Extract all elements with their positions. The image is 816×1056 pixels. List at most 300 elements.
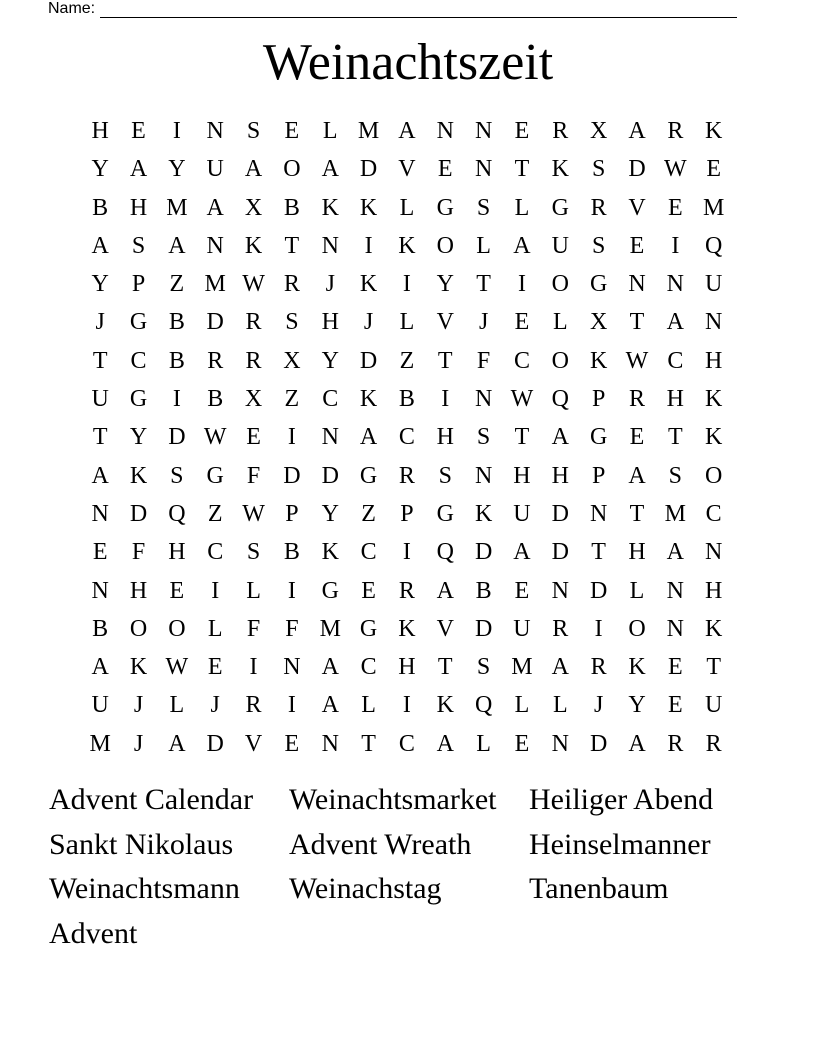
grid-letter: J — [478, 309, 489, 336]
grid-letter: V — [244, 730, 263, 757]
grid-letter: H — [398, 654, 416, 681]
grid-letter: V — [436, 309, 454, 336]
grid-letter: A — [666, 539, 684, 566]
name-underline — [100, 3, 737, 18]
grid-letter: L — [552, 309, 568, 336]
grid-letter: S — [246, 539, 261, 566]
grid-letter: H — [168, 539, 186, 566]
grid-letter: L — [552, 692, 568, 719]
grid-letter: U — [705, 692, 723, 719]
grid-letter: A — [513, 539, 531, 566]
grid-letter: X — [283, 347, 301, 374]
grid-letter: T — [667, 424, 683, 451]
grid-letter: W — [203, 424, 227, 451]
grid-row — [81, 495, 733, 533]
grid-letter: Y — [436, 271, 454, 298]
grid-letter: R — [705, 730, 722, 757]
grid-letter: N — [321, 424, 339, 451]
grid-letter: H — [321, 309, 339, 336]
grid-letter: K — [474, 500, 493, 527]
grid-letter: N — [628, 271, 646, 298]
grid-letter: W — [242, 271, 265, 298]
grid-letter: T — [92, 347, 108, 374]
grid-row — [81, 418, 733, 456]
grid-letter: S — [591, 156, 606, 183]
word-list-item: Heiliger Abend — [529, 783, 714, 816]
grid-letter: A — [321, 654, 339, 681]
grid-letter: A — [628, 730, 646, 757]
grid-letter: W — [242, 500, 265, 527]
grid-letter: K — [359, 386, 378, 413]
grid-letter: E — [207, 654, 223, 681]
grid-letter: U — [513, 500, 531, 527]
grid-letter: N — [474, 386, 493, 413]
grid-letter: R — [398, 462, 415, 489]
grid-letter: B — [168, 309, 185, 336]
grid-row — [81, 189, 733, 227]
grid-letter: A — [91, 232, 109, 259]
word-list-item: Sankt Nikolaus — [49, 827, 234, 861]
grid-letter: T — [514, 424, 530, 451]
grid-letter: Y — [168, 156, 186, 183]
grid-letter: A — [91, 462, 109, 489]
grid-letter: L — [361, 692, 376, 719]
grid-letter: I — [364, 232, 373, 259]
grid-row — [81, 572, 733, 610]
grid-letter: K — [705, 386, 723, 413]
grid-letter: K — [705, 118, 723, 144]
grid-letter: I — [287, 692, 296, 719]
grid-letter: G — [321, 577, 339, 604]
grid-letter: Y — [321, 347, 339, 374]
grid-letter: A — [168, 232, 186, 259]
grid-letter: C — [322, 386, 339, 413]
grid-letter: S — [668, 462, 682, 489]
grid-letter: G — [359, 615, 378, 642]
grid-letter: I — [172, 118, 181, 144]
grid-letter: X — [244, 194, 263, 221]
grid-row — [81, 533, 733, 571]
grid-letter: R — [398, 577, 415, 604]
grid-letter: H — [628, 539, 646, 566]
grid-letter: N — [91, 500, 109, 527]
grid-letter: E — [514, 730, 530, 757]
grid-letter: M — [166, 194, 188, 221]
grid-letter: Q — [551, 386, 569, 413]
grid-letter: S — [170, 462, 184, 489]
grid-letter: M — [89, 730, 111, 757]
grid-letter: L — [514, 692, 530, 719]
grid-letter: A — [551, 654, 569, 681]
grid-letter: L — [514, 194, 530, 221]
grid-letter: H — [91, 118, 109, 144]
grid-letter: W — [165, 654, 189, 681]
grid-row — [81, 457, 733, 495]
grid-letter: N — [436, 118, 454, 144]
grid-letter: K — [359, 271, 378, 298]
grid-letter: A — [206, 194, 224, 221]
grid-letter: D — [206, 730, 224, 757]
grid-letter: F — [246, 462, 261, 489]
grid-letter: B — [475, 577, 492, 604]
grid-letter: G — [436, 500, 454, 527]
grid-letter: O — [705, 462, 723, 489]
grid-letter: E — [514, 309, 530, 336]
grid-letter: K — [551, 156, 569, 183]
grid-letter: I — [172, 386, 181, 413]
grid-letter: O — [551, 271, 569, 298]
grid-row — [81, 648, 733, 686]
grid-letter: T — [284, 232, 300, 259]
grid-letter: T — [437, 654, 453, 681]
grid-letter: W — [510, 386, 534, 413]
grid-letter: B — [283, 539, 300, 566]
grid-letter: H — [129, 194, 148, 221]
grid-letter: L — [476, 232, 491, 259]
grid-letter: R — [552, 615, 569, 642]
grid-letter: H — [666, 386, 684, 413]
grid-letter: K — [589, 347, 608, 374]
grid-letter: E — [284, 118, 300, 144]
grid-letter: L — [246, 577, 261, 604]
grid-letter: K — [628, 654, 646, 681]
word-list-item: Weinachstag — [289, 872, 442, 906]
grid-letter: A — [666, 309, 684, 336]
grid-letter: E — [629, 232, 645, 259]
grid-letter: I — [287, 577, 296, 604]
grid-letter: G — [589, 271, 608, 298]
grid-letter: F — [131, 539, 146, 566]
grid-letter: E — [514, 118, 530, 144]
grid-letter: N — [551, 730, 569, 757]
page-title: Weinachtszeit — [262, 34, 554, 91]
grid-letter: K — [129, 654, 148, 681]
grid-letter: N — [474, 118, 493, 144]
grid-letter: C — [207, 539, 224, 566]
grid-letter: M — [703, 194, 725, 221]
grid-letter: L — [207, 615, 223, 642]
grid-letter: N — [474, 156, 493, 183]
grid-letter: N — [283, 654, 301, 681]
grid-letter: T — [629, 309, 645, 336]
grid-letter: D — [589, 730, 608, 757]
grid-letter: E — [131, 118, 146, 144]
grid-letter: H — [705, 347, 723, 374]
grid-letter: D — [206, 309, 224, 336]
grid-letter: T — [629, 500, 645, 527]
grid-letter: M — [664, 500, 686, 527]
grid-letter: O — [628, 615, 646, 642]
grid-letter: R — [590, 654, 607, 681]
grid-letter: N — [705, 539, 723, 566]
grid-letter: U — [551, 232, 569, 259]
grid-letter: D — [168, 424, 186, 451]
grid-letter: Y — [91, 271, 109, 298]
grid-letter: E — [706, 156, 721, 183]
grid-letter: A — [359, 424, 378, 451]
grid-letter: S — [476, 654, 491, 681]
grid-letter: V — [628, 194, 646, 221]
grid-letter: D — [283, 462, 301, 489]
grid-letter: E — [284, 730, 300, 757]
grid-letter: D — [359, 156, 378, 183]
grid-letter: R — [667, 118, 684, 144]
grid-letter: J — [363, 309, 374, 336]
grid-letter: B — [92, 194, 109, 221]
grid-letter: Z — [399, 347, 415, 374]
grid-letter: Y — [321, 500, 339, 527]
grid-letter: B — [168, 347, 185, 374]
grid-letter: T — [92, 424, 108, 451]
grid-letter: N — [474, 462, 493, 489]
grid-letter: S — [131, 232, 146, 259]
word-list-item: Advent Calendar — [49, 783, 254, 816]
grid-letter: R — [245, 692, 262, 719]
grid-letter: N — [321, 730, 339, 757]
grid-letter: J — [325, 271, 335, 298]
grid-letter: J — [95, 309, 105, 336]
grid-letter: D — [628, 156, 646, 183]
grid-letter: E — [667, 692, 683, 719]
grid-letter: X — [589, 118, 608, 144]
grid-letter: N — [206, 232, 224, 259]
grid-letter: A — [129, 156, 148, 183]
grid-letter: N — [321, 232, 339, 259]
grid-letter: N — [705, 309, 723, 336]
grid-letter: S — [438, 462, 452, 489]
grid-letter: N — [589, 500, 608, 527]
grid-letter: S — [476, 424, 491, 451]
grid-letter: P — [285, 500, 299, 527]
grid-letter: X — [589, 309, 608, 336]
grid-letter: Q — [474, 692, 493, 719]
grid-letter: H — [513, 462, 531, 489]
grid-letter: B — [283, 194, 300, 221]
grid-row — [81, 227, 733, 265]
grid-letter: I — [402, 271, 411, 298]
grid-letter: I — [402, 539, 411, 566]
grid-letter: E — [92, 539, 108, 566]
word-list-item: Advent Wreath — [289, 827, 472, 861]
grid-letter: I — [671, 232, 680, 259]
grid-letter: W — [664, 156, 687, 183]
grid-letter: K — [398, 615, 416, 642]
grid-letter: T — [706, 654, 721, 681]
grid-letter: O — [436, 232, 454, 259]
grid-letter: Z — [361, 500, 376, 527]
grid-letter: O — [168, 615, 186, 642]
grid-letter: E — [246, 424, 261, 451]
grid-letter: I — [402, 692, 411, 719]
grid-row — [81, 150, 733, 188]
grid-row — [81, 342, 733, 380]
grid-letter: H — [705, 577, 723, 604]
grid-letter: K — [321, 539, 339, 566]
grid-letter: J — [593, 692, 604, 719]
grid-letter: A — [436, 577, 454, 604]
grid-letter: I — [441, 386, 450, 413]
grid-letter: D — [551, 539, 569, 566]
grid-letter: R — [245, 309, 262, 336]
grid-letter: C — [667, 347, 684, 374]
grid-letter: T — [591, 539, 606, 566]
grid-row — [81, 265, 733, 303]
grid-letter: U — [91, 386, 109, 413]
grid-letter: N — [551, 577, 569, 604]
grid-letter: H — [551, 462, 569, 489]
grid-letter: B — [92, 615, 109, 642]
grid-letter: Q — [705, 232, 723, 259]
grid-letter: L — [399, 194, 415, 221]
grid-letter: I — [249, 654, 258, 681]
grid-letter: C — [398, 424, 415, 451]
word-list-item: Advent — [49, 917, 138, 951]
grid-letter: C — [360, 539, 377, 566]
grid-letter: B — [207, 386, 224, 413]
grid-row — [81, 303, 733, 341]
grid-letter: C — [398, 730, 415, 757]
grid-letter: B — [398, 386, 415, 413]
grid-letter: N — [206, 118, 224, 144]
grid-letter: D — [129, 500, 148, 527]
grid-letter: D — [474, 615, 493, 642]
grid-letter: S — [591, 232, 606, 259]
grid-letter: R — [552, 118, 569, 144]
grid-letter: A — [321, 692, 339, 719]
grid-letter: D — [359, 347, 378, 374]
grid-letter: E — [437, 156, 453, 183]
grid-letter: E — [514, 577, 530, 604]
grid-letter: P — [591, 462, 606, 489]
grid-letter: C — [513, 347, 530, 374]
grid-letter: O — [283, 156, 301, 183]
grid-letter: V — [436, 615, 454, 642]
word-list-item: Heinselmanner — [529, 827, 711, 861]
grid-letter: M — [204, 271, 226, 298]
word-list — [49, 778, 769, 957]
grid-letter: R — [590, 194, 607, 221]
grid-letter: A — [513, 232, 531, 259]
grid-letter: E — [667, 654, 683, 681]
grid-letter: R — [667, 730, 684, 757]
grid-letter: N — [666, 271, 684, 298]
grid-letter: L — [322, 118, 338, 144]
grid-letter: X — [244, 386, 263, 413]
grid-letter: K — [244, 232, 263, 259]
grid-letter: T — [361, 730, 376, 757]
grid-letter: A — [628, 118, 646, 144]
grid-letter: Q — [436, 539, 454, 566]
grid-letter: G — [589, 424, 608, 451]
grid-letter: K — [398, 232, 416, 259]
grid-letter: F — [285, 615, 299, 642]
grid-letter: K — [705, 424, 723, 451]
grid-letter: J — [210, 692, 220, 719]
grid-letter: U — [91, 692, 109, 719]
grid-letter: R — [283, 271, 300, 298]
grid-letter: Q — [168, 500, 186, 527]
grid-row — [81, 725, 733, 763]
grid-letter: C — [130, 347, 147, 374]
grid-letter: C — [360, 654, 377, 681]
grid-letter: Y — [129, 424, 148, 451]
grid-letter: D — [551, 500, 569, 527]
grid-letter: Y — [91, 156, 109, 183]
grid-letter: O — [129, 615, 148, 642]
grid-letter: N — [91, 577, 109, 604]
grid-letter: U — [206, 156, 224, 183]
grid-letter: D — [321, 462, 339, 489]
grid-letter: D — [589, 577, 608, 604]
grid-letter: M — [319, 615, 341, 642]
grid-letter: G — [129, 386, 148, 413]
grid-letter: L — [629, 577, 645, 604]
grid-row — [81, 112, 733, 150]
name-label: Name: — [48, 0, 96, 17]
grid-letter: Z — [169, 271, 185, 298]
grid-letter: P — [400, 500, 414, 527]
grid-letter: F — [476, 347, 491, 374]
grid-letter: I — [517, 271, 526, 298]
grid-row — [81, 380, 733, 418]
grid-letter: V — [398, 156, 416, 183]
grid-letter: O — [551, 347, 569, 374]
grid-letter: G — [129, 309, 148, 336]
grid-letter: A — [436, 730, 454, 757]
grid-row — [81, 686, 733, 724]
grid-letter: A — [168, 730, 186, 757]
grid-letter: W — [625, 347, 649, 374]
grid-letter: P — [131, 271, 146, 298]
grid-letter: Z — [284, 386, 300, 413]
grid-letter: K — [129, 462, 148, 489]
grid-letter: E — [361, 577, 376, 604]
letter-grid — [81, 112, 733, 763]
grid-letter: A — [551, 424, 569, 451]
grid-letter: K — [436, 692, 454, 719]
grid-letter: I — [594, 615, 603, 642]
grid-letter: N — [666, 577, 684, 604]
word-list-item: Weinachtsmarket — [289, 783, 497, 816]
grid-letter: H — [129, 577, 148, 604]
grid-letter: J — [133, 730, 144, 757]
grid-letter: L — [169, 692, 185, 719]
grid-letter: A — [628, 462, 646, 489]
grid-letter: N — [666, 615, 684, 642]
grid-letter: E — [667, 194, 683, 221]
grid-letter: H — [436, 424, 454, 451]
grid-letter: M — [357, 118, 380, 144]
grid-letter: U — [513, 615, 531, 642]
grid-letter: G — [359, 462, 378, 489]
grid-letter: E — [169, 577, 185, 604]
grid-letter: T — [514, 156, 530, 183]
grid-letter: A — [91, 654, 109, 681]
grid-letter: S — [285, 309, 299, 336]
grid-letter: Z — [207, 500, 223, 527]
grid-letter: I — [211, 577, 220, 604]
name-field — [48, 0, 737, 18]
grid-letter: T — [437, 347, 453, 374]
grid-letter: R — [207, 347, 224, 374]
grid-letter: A — [244, 156, 263, 183]
grid-letter: R — [245, 347, 262, 374]
grid-letter: G — [551, 194, 569, 221]
grid-letter: G — [206, 462, 224, 489]
grid-letter: A — [398, 118, 416, 144]
grid-row — [81, 610, 733, 648]
grid-letter: J — [133, 692, 144, 719]
